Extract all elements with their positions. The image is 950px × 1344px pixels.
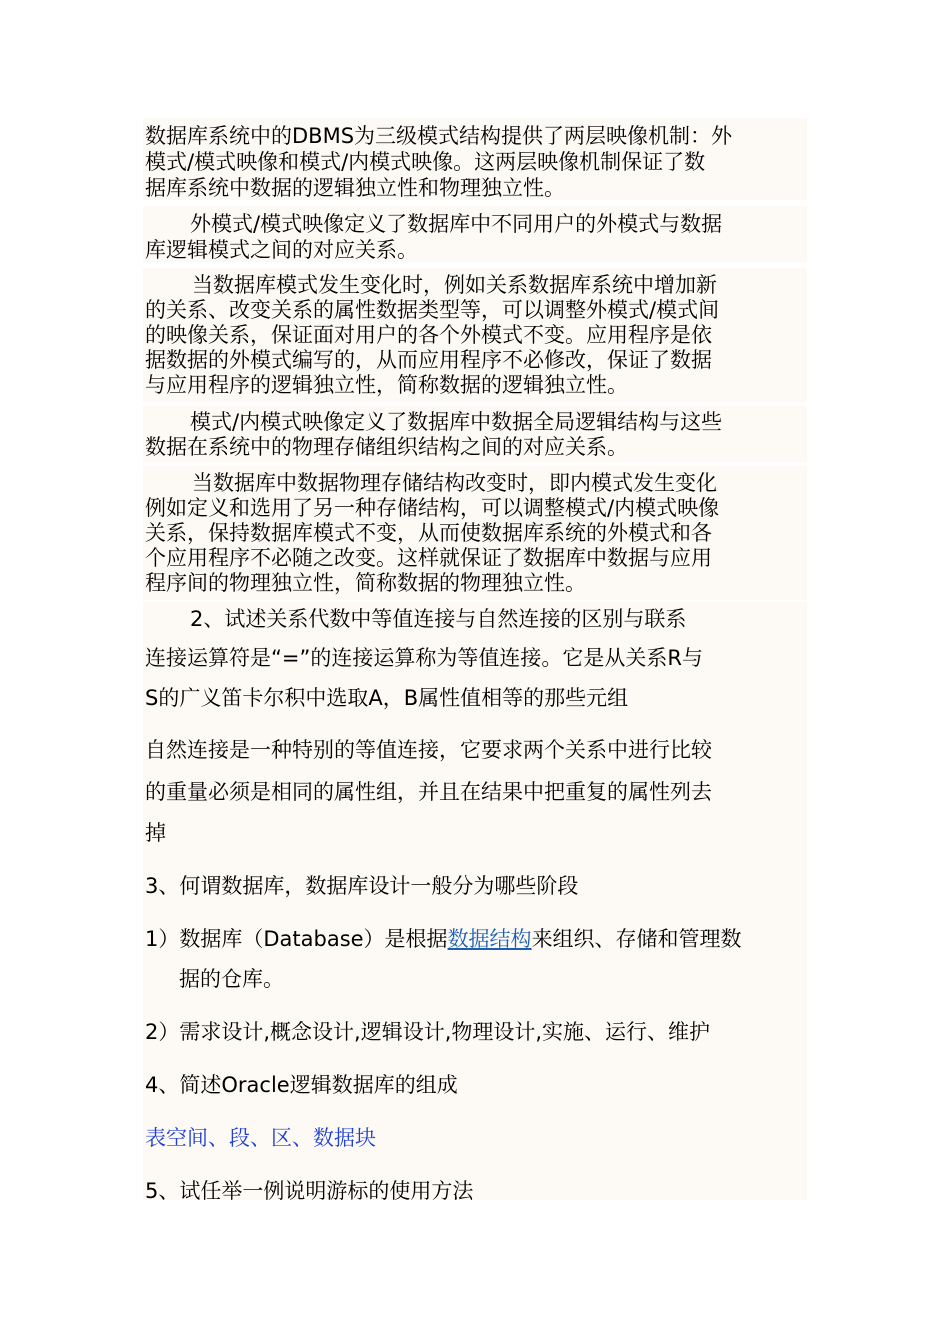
paragraph-line: 据数据的外模式编写的，从而应用程序不必修改，保证了数据 [145, 348, 712, 372]
paragraph-line: 数据在系统中的物理存储组织结构之间的对应关系。 [145, 435, 628, 459]
question-title: 5、试任举一例说明游标的使用方法 [145, 1179, 474, 1203]
paragraph-line: 个应用程序不必随之改变。这样就保证了数据库中数据与应用 [145, 546, 712, 570]
answer-line: 的重量必须是相同的属性组，并且在结果中把重复的属性列去 [145, 780, 712, 804]
paragraph-line: 数据库系统中的DBMS为三级模式结构提供了两层映像机制：外 [145, 124, 733, 148]
paragraph-line: 与应用程序的逻辑独立性，简称数据的逻辑独立性。 [145, 373, 628, 397]
paragraph-line: 据库系统中数据的逻辑独立性和物理独立性。 [145, 176, 565, 200]
question-title: 2、试述关系代数中等值连接与自然连接的区别与联系 [190, 607, 687, 631]
paragraph-line: 程序间的物理独立性，简称数据的物理独立性。 [145, 571, 586, 595]
answer-line: 自然连接是一种特别的等值连接，它要求两个关系中进行比较 [145, 738, 712, 762]
answer-text: 来组织、存储和管理数 [531, 927, 742, 951]
answer-line: 表空间、段、区、数据块 [145, 1126, 376, 1150]
paragraph-line: 关系，保持数据库模式不变，从而使数据库系统的外模式和各 [145, 521, 712, 545]
answer-text: 1）数据库（Database）是根据 [145, 927, 448, 951]
paragraph-line: 库逻辑模式之间的对应关系。 [145, 238, 418, 262]
question-title: 3、何谓数据库，数据库设计一般分为哪些阶段 [145, 874, 579, 898]
paragraph-line: 的映像关系，保证面对用户的各个外模式不变。应用程序是依 [145, 323, 712, 347]
answer-line: 2）需求设计,概念设计,逻辑设计,物理设计,实施、运行、维护 [145, 1020, 711, 1044]
paragraph-line: 模式/模式映像和模式/内模式映像。这两层映像机制保证了数 [145, 150, 706, 174]
answer-line: 掉 [145, 821, 166, 845]
data-structure-link[interactable]: 数据结构 [447, 927, 532, 951]
paragraph-line: 例如定义和选用了另一种存储结构，可以调整模式/内模式映像 [145, 496, 720, 520]
answer-line: 据的仓库。 [179, 967, 284, 991]
paragraph-line: 当数据库模式发生变化时，例如关系数据库系统中增加新 [192, 273, 717, 297]
answer-line [145, 926, 805, 952]
paragraph-line: 当数据库中数据物理存储结构改变时，即内模式发生变化 [192, 471, 717, 495]
answer-line: S的广义笛卡尔积中选取A，B属性值相等的那些元组 [145, 686, 629, 710]
paragraph-line: 的关系、改变关系的属性数据类型等，可以调整外模式/模式间 [145, 298, 720, 322]
answer-line: 连接运算符是“=”的连接运算称为等值连接。它是从关系R与 [145, 646, 703, 670]
paragraph-line: 模式/内模式映像定义了数据库中数据全局逻辑结构与这些 [190, 410, 723, 434]
question-title: 4、简述Oracle逻辑数据库的组成 [145, 1073, 458, 1097]
paragraph-line: 外模式/模式映像定义了数据库中不同用户的外模式与数据 [190, 212, 723, 236]
